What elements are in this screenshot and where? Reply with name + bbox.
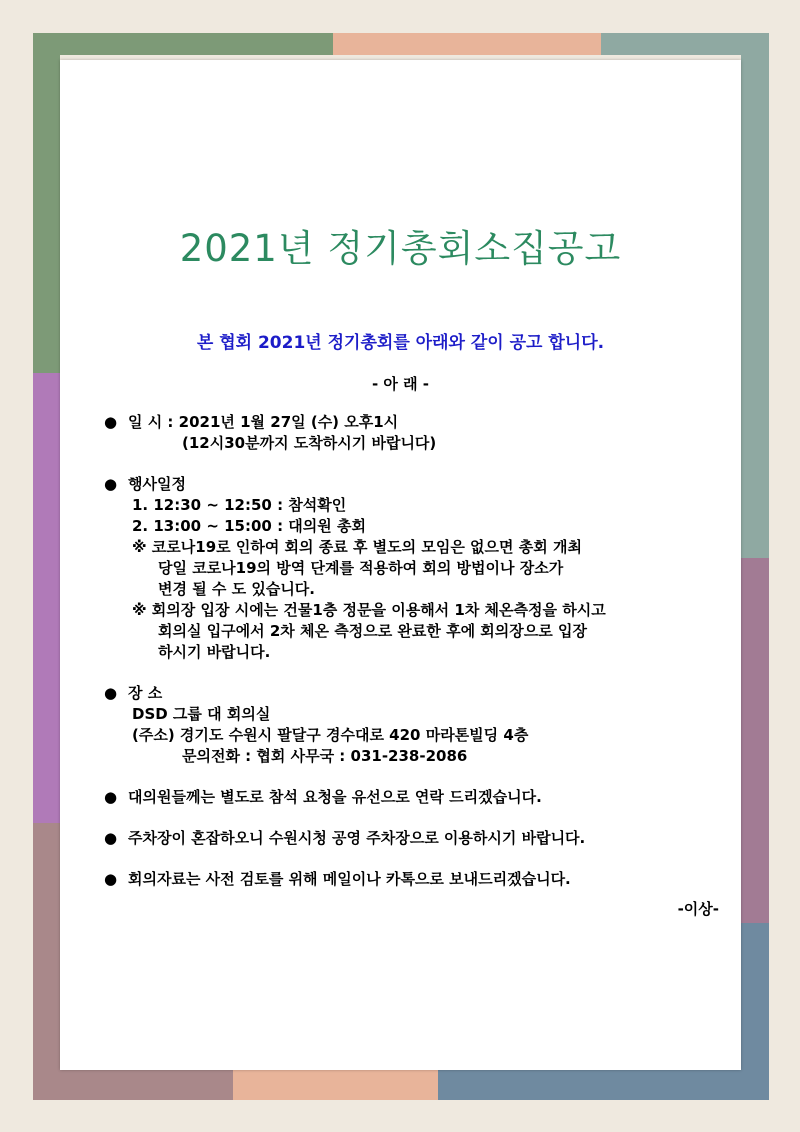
subtitle: 본 협회 2021년 정기총회를 아래와 같이 공고 합니다.: [196, 333, 605, 353]
notice-paper: [60, 60, 741, 1070]
black-circle-icon: ●: [104, 684, 118, 702]
page-title: 2021년 정기총회소집공고: [179, 227, 622, 270]
place-venue: DSD 그룹 대 회의실: [132, 705, 271, 723]
black-circle-icon: ●: [104, 475, 118, 493]
schedule-note-line: 회의실 입구에서 2차 체온 측정으로 완료한 후에 회의장으로 입장: [158, 622, 587, 640]
datetime-heading: ● 일 시 : 2021년 1월 27일 (수) 오후1시: [104, 413, 399, 431]
schedule-item: 2. 13:00 ~ 15:00 : 대의원 총회: [132, 517, 366, 535]
closing-mark: -이상-: [677, 900, 719, 918]
place-contact: 문의전화 : 협회 사무국 : 031-238-2086: [182, 747, 468, 765]
datetime-note: (12시30분까지 도착하시기 바랍니다): [182, 434, 437, 452]
black-circle-icon: ●: [104, 829, 118, 847]
schedule-heading: ● 행사일정: [104, 475, 186, 493]
place-heading: ● 장 소: [104, 684, 163, 702]
black-circle-icon: ●: [104, 413, 118, 431]
place-address: (주소) 경기도 수원시 팔달구 경수대로 420 마라톤빌딩 4층: [132, 726, 529, 744]
schedule-note-line: 하시기 바랍니다.: [158, 643, 271, 661]
schedule-note-line: ※ 코로나19로 인하여 회의 종료 후 별도의 모임은 없으면 총회 개최: [132, 538, 582, 556]
schedule-note-line: 당일 코로나19의 방역 단계를 적용하여 회의 방법이나 장소가: [158, 559, 564, 577]
notice-item: ● 주차장이 혼잡하오니 수원시청 공영 주차장으로 이용하시기 바랍니다.: [104, 829, 586, 847]
black-circle-icon: ●: [104, 870, 118, 888]
notice-body: [104, 412, 724, 890]
schedule-note-line: 변경 될 수 도 있습니다.: [158, 580, 315, 598]
notice-item: ● 대의원들께는 별도로 참석 요청을 유선으로 연락 드리겠습니다.: [104, 788, 542, 806]
notice-item: ● 회의자료는 사전 검토를 위해 메일이나 카톡으로 보내드리겠습니다.: [104, 870, 571, 888]
below-heading: - 아 래 -: [371, 375, 430, 393]
schedule-note-line: ※ 회의장 입장 시에는 건물1층 정문을 이용해서 1차 체온측정을 하시고: [132, 601, 606, 619]
schedule-item: 1. 12:30 ~ 12:50 : 참석확인: [132, 496, 347, 514]
black-circle-icon: ●: [104, 788, 118, 806]
